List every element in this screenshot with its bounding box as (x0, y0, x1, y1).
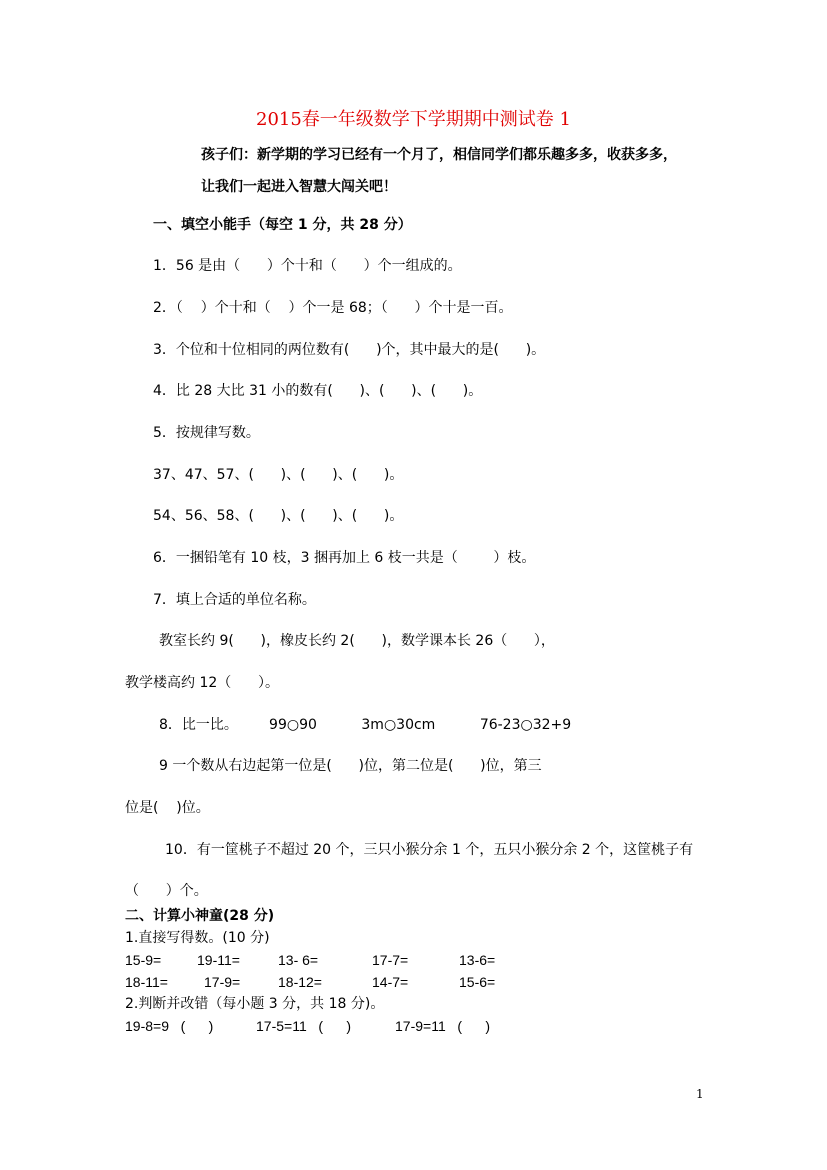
question-2: 2．（ ）个十和（ ）个一是 68；（ ）个十是一百。 (153, 300, 513, 316)
page-title: 2015春一年级数学下学期期中测试卷 1 (256, 109, 571, 130)
question-9-line-2: 位是( )位。 (125, 800, 210, 816)
section2-sub2: 2.判断并改错（每小题 3 分，共 18 分)。 (125, 996, 385, 1012)
question-9-line-1: 9 一个数从右边起第一位是( )位，第二位是( )位，第三 (159, 758, 542, 774)
question-10-line-2: （ ）个。 (125, 883, 208, 899)
judge-item-1: 19-8=9 ( ) (125, 1018, 214, 1034)
question-7-line-2: 教学楼高约 12（ ）。 (125, 675, 279, 691)
question-5: 5．按规律写数。 (153, 425, 260, 441)
judge-item-2: 17-5=11 ( ) (256, 1018, 352, 1034)
calc-r2-c3: 18-12= (278, 974, 322, 990)
calc-r2-c4: 14-7= (372, 974, 409, 990)
judge-item-3: 17-9=11 ( ) (395, 1018, 491, 1034)
calc-r1-c3: 13- 6= (278, 952, 319, 968)
sequence-row-1: 37、47、57、( )、( )、( )。 (153, 467, 404, 483)
calc-r2-c5: 15-6= (459, 974, 496, 990)
intro-line-1: 孩子们：新学期的学习已经有一个月了，相信同学们都乐趣多多，收获多多， (201, 147, 677, 163)
question-3: 3．个位和十位相同的两位数有( )个，其中最大的是( )。 (153, 342, 546, 358)
page-number: 1 (696, 1087, 704, 1101)
calc-r1-c4: 17-7= (372, 952, 409, 968)
calc-r1-c2: 19-11= (197, 952, 240, 968)
section2-heading: 二、计算小神童(28 分) (125, 908, 275, 924)
question-10-line-1: 10．有一筐桃子不超过 20 个，三只小猴分余 1 个，五只小猴分余 2 个，这筐桃子有 (165, 842, 694, 858)
question-7: 7．填上合适的单位名称。 (153, 592, 316, 608)
calc-r2-c2: 17-9= (204, 974, 241, 990)
calc-r1-c1: 15-9= (125, 952, 162, 968)
calc-r2-c1: 18-11= (125, 974, 168, 990)
question-7-line-1: 教室长约 9( )，橡皮长约 2( )，数学课本长 26（ ）， (159, 633, 555, 649)
calc-r1-c5: 13-6= (459, 952, 496, 968)
question-4: 4．比 28 大比 31 小的数有( )、( )、( )。 (153, 383, 483, 399)
question-8: 8．比一比。 99○90 3m○30cm 76-23○32+9 (159, 717, 572, 733)
sequence-row-2: 54、56、58、( )、( )、( )。 (153, 508, 404, 524)
section1-heading: 一、填空小能手（每空 1 分，共 28 分） (153, 217, 412, 233)
intro-line-2: 让我们一起进入智慧大闯关吧！ (201, 179, 397, 195)
question-6: 6．一捆铅笔有 10 枝，3 捆再加上 6 枝一共是（ ）枝。 (153, 550, 536, 566)
question-1: 1．56 是由（ ）个十和（ ）个一组成的。 (153, 258, 462, 274)
section2-sub1: 1.直接写得数。(10 分) (125, 930, 270, 946)
